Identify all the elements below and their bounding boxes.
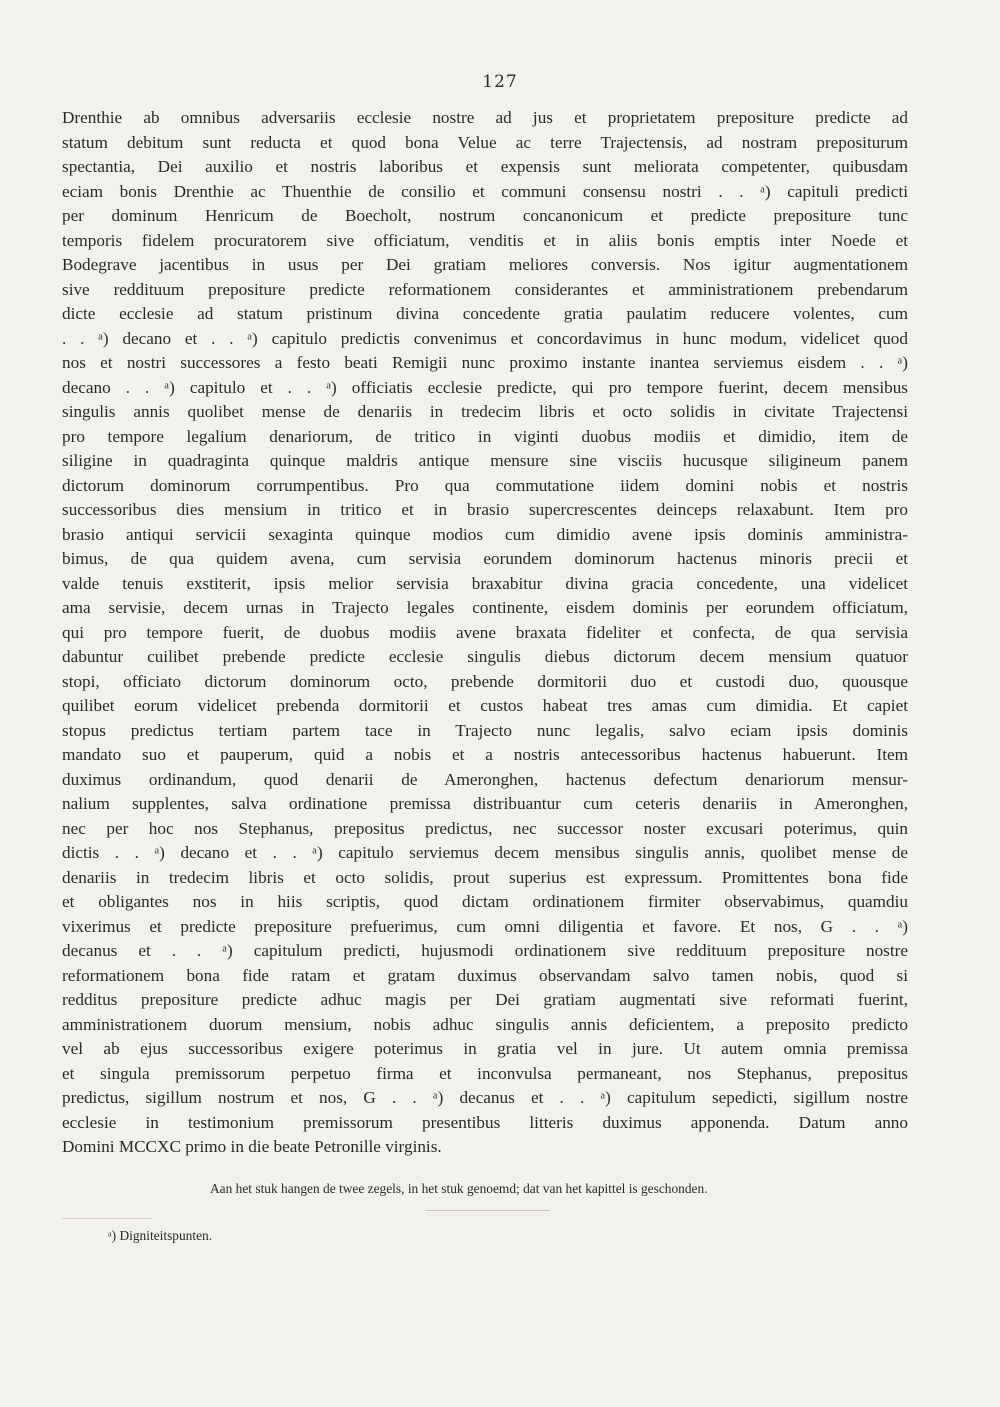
text-line: dicte ecclesie ad statum pristinum divina concedente gratia paulatim reducere volentes, cum bbox=[62, 304, 908, 323]
text-line: successoribus dies mensium in tritico et in brasio supercrescentes deinceps relaxabunt. Item pro bbox=[62, 500, 908, 519]
text-line: stopi, officiato dictorum dominorum octo, prebende dormitorii duo et custodi duo, quousque bbox=[62, 671, 908, 691]
text-line: predictus, sigillum nostrum et nos, G . . ᵃ) decanus et . . ᵃ) capitulum sepedicti, sigillum nostre bbox=[62, 1088, 908, 1107]
text-line: qui pro tempore fuerit, de duobus modiis avene braxata fideliter et confecta, de qua servisia bbox=[62, 622, 908, 642]
text-line: spectantia, Dei auxilio et nostris laboribus et expensis sunt meliorata competenter, quibusdam bbox=[62, 157, 908, 176]
text-line: dictis . . ᵃ) decano et . . ᵃ) capitulo serviemus decem mensibus singulis annis, quolibet mense de bbox=[62, 843, 908, 862]
text-line: vel ab ejus successoribus exigere poterimus in gratia vel in jure. Ut autem omnia premissa bbox=[62, 1039, 908, 1058]
text-line: nalium supplentes, salva ordinatione premissa distribuantur cum ceteris denariis in Ameronghen, bbox=[62, 794, 908, 813]
text-line: sive reddituum prepositure predicte reformationem considerantes et amministrationem prebendarum bbox=[62, 279, 908, 299]
text-line: Drenthie ab omnibus adversariis ecclesie nostre ad jus et proprietatem prepositure predicte ad bbox=[62, 108, 908, 127]
text-line: temporis fidelem procuratorem sive officiatum, venditis et in aliis bonis emptis inter Noede et bbox=[62, 230, 908, 250]
text-line: nec per hoc nos Stephanus, prepositus predictus, nec successor noster excusari poterimus, quin bbox=[62, 818, 908, 838]
text-line: ecclesie in testimonium premissorum presentibus litteris duximus apponenda. Datum anno bbox=[62, 1112, 908, 1132]
text-line: mandato suo et pauperum, quid a nobis et a nostris antecessoribus hactenus habuerunt. Item bbox=[62, 745, 908, 764]
text-line: eciam bonis Drenthie ac Thuenthie de consilio et communi consensu nostri . . ᵃ) capituli predicti bbox=[62, 181, 908, 201]
text-line: singulis annis quolibet mense de denariis in tredecim libris et octo solidis in civitate Trajectensi bbox=[62, 402, 908, 421]
text-line: decano . . ᵃ) capitulo et . . ᵃ) officiatis ecclesie predicte, qui pro tempore fuerint, decem mensibus bbox=[62, 377, 908, 397]
text-line: quilibet eorum videlicet prebenda dormitorii et custos habeat tres amas cum dimidia. Et capiet bbox=[62, 696, 908, 715]
text-line: redditus prepositure predicte adhuc magis per Dei gratiam augmentati sive reformati fuerint, bbox=[62, 990, 908, 1009]
text-line: nos et nostri successores a festo beati Remigii nunc proximo instante inantea serviemus eisdem . . ᵃ) bbox=[62, 353, 908, 372]
text-line: stopus predictus tertiam partem tace in Trajecto nunc legalis, salvo eciam ipsis dominis bbox=[62, 720, 908, 740]
text-line: bimus, de qua quidem avena, cum servisia eorundem dominorum hactenus minoris precii et bbox=[62, 549, 908, 568]
text-line: vixerimus et predicte prepositure prefuerimus, cum omni diligentia et favore. Et nos, G . . ᵃ) bbox=[62, 916, 908, 936]
text-line: pro tempore legalium denariorum, de tritico in viginti duobus modiis et dimidio, item de bbox=[62, 426, 908, 446]
text-line: Bodegrave jacentibus in usus per Dei gratiam meliores conversis. Nos igitur augmentationem bbox=[62, 255, 908, 274]
text-line: decanus et . . ᵃ) capitulum predicti, hujusmodi ordinationem sive reddituum prepositure nostre bbox=[62, 941, 908, 960]
text-line: reformationem bona fide ratam et gratam duximus observandam salvo tamen nobis, quod si bbox=[62, 965, 908, 985]
text-line: denariis in tredecim libris et octo solidis, prout superius est expressum. Promittentes bona fide bbox=[62, 867, 908, 887]
text-line: ama servisie, decem urnas in Trajecto legales continente, eisdem dominis per eorundem officiatum, bbox=[62, 598, 908, 617]
page-number: 127 bbox=[482, 72, 518, 92]
text-line: et singula premissorum perpetuo firma et inconvulsa permaneant, nos Stephanus, prepositus bbox=[62, 1063, 908, 1083]
text-line: statum debitum sunt reducta et quod bona Velue ac terre Trajectensis, ad nostram prepositurum bbox=[62, 132, 908, 152]
text-line: et obligantes nos in hiis scriptis, quod dictam ordinationem firmiter observabimus, quamdiu bbox=[62, 892, 908, 911]
text-line: dictorum dominorum corrumpentibus. Pro qua commutatione iidem domini nobis et nostris bbox=[62, 475, 908, 495]
footnote: ᵃ) Digniteitspunten. bbox=[108, 1228, 213, 1243]
text-line: valde tenuis exstiterit, ipsis melior servisia braxabitur divina gracia concedente, una videlicet bbox=[62, 573, 908, 593]
text-line: amministrationem duorum mensium, nobis adhuc singulis annis deficientem, a preposito predicto bbox=[62, 1014, 908, 1034]
seal-note: Aan het stuk hangen de twee zegels, in het stuk genoemd; dat van het kapittel is geschonden. bbox=[210, 1181, 708, 1196]
separator-rule bbox=[425, 1210, 550, 1211]
footnote-rule bbox=[62, 1218, 152, 1219]
text-line: dabuntur cuilibet prebende predicte ecclesie singulis diebus dictorum decem mensium quatuor bbox=[62, 647, 908, 666]
text-line: . . ᵃ) decano et . . ᵃ) capitulo predictis convenimus et concordavimus in hunc modum, videlicet quod bbox=[62, 328, 908, 348]
text-line: Domini MCCXC primo in die beate Petronille virginis. bbox=[62, 1137, 442, 1156]
text-line: brasio antiqui servicii sexaginta quinque modios cum dimidio avene ipsis dominis amministra- bbox=[62, 524, 908, 544]
text-line: per dominum Henricum de Boecholt, nostrum concanonicum et predicte prepositure tunc bbox=[62, 206, 908, 225]
text-line: siligine in quadraginta quinque maldris antique mensure sine visciis hucusque siligineum panem bbox=[62, 451, 908, 470]
text-line: duximus ordinandum, quod denarii de Ameronghen, hactenus defectum denariorum mensur- bbox=[62, 769, 908, 789]
charter-text bbox=[62, 106, 908, 1160]
